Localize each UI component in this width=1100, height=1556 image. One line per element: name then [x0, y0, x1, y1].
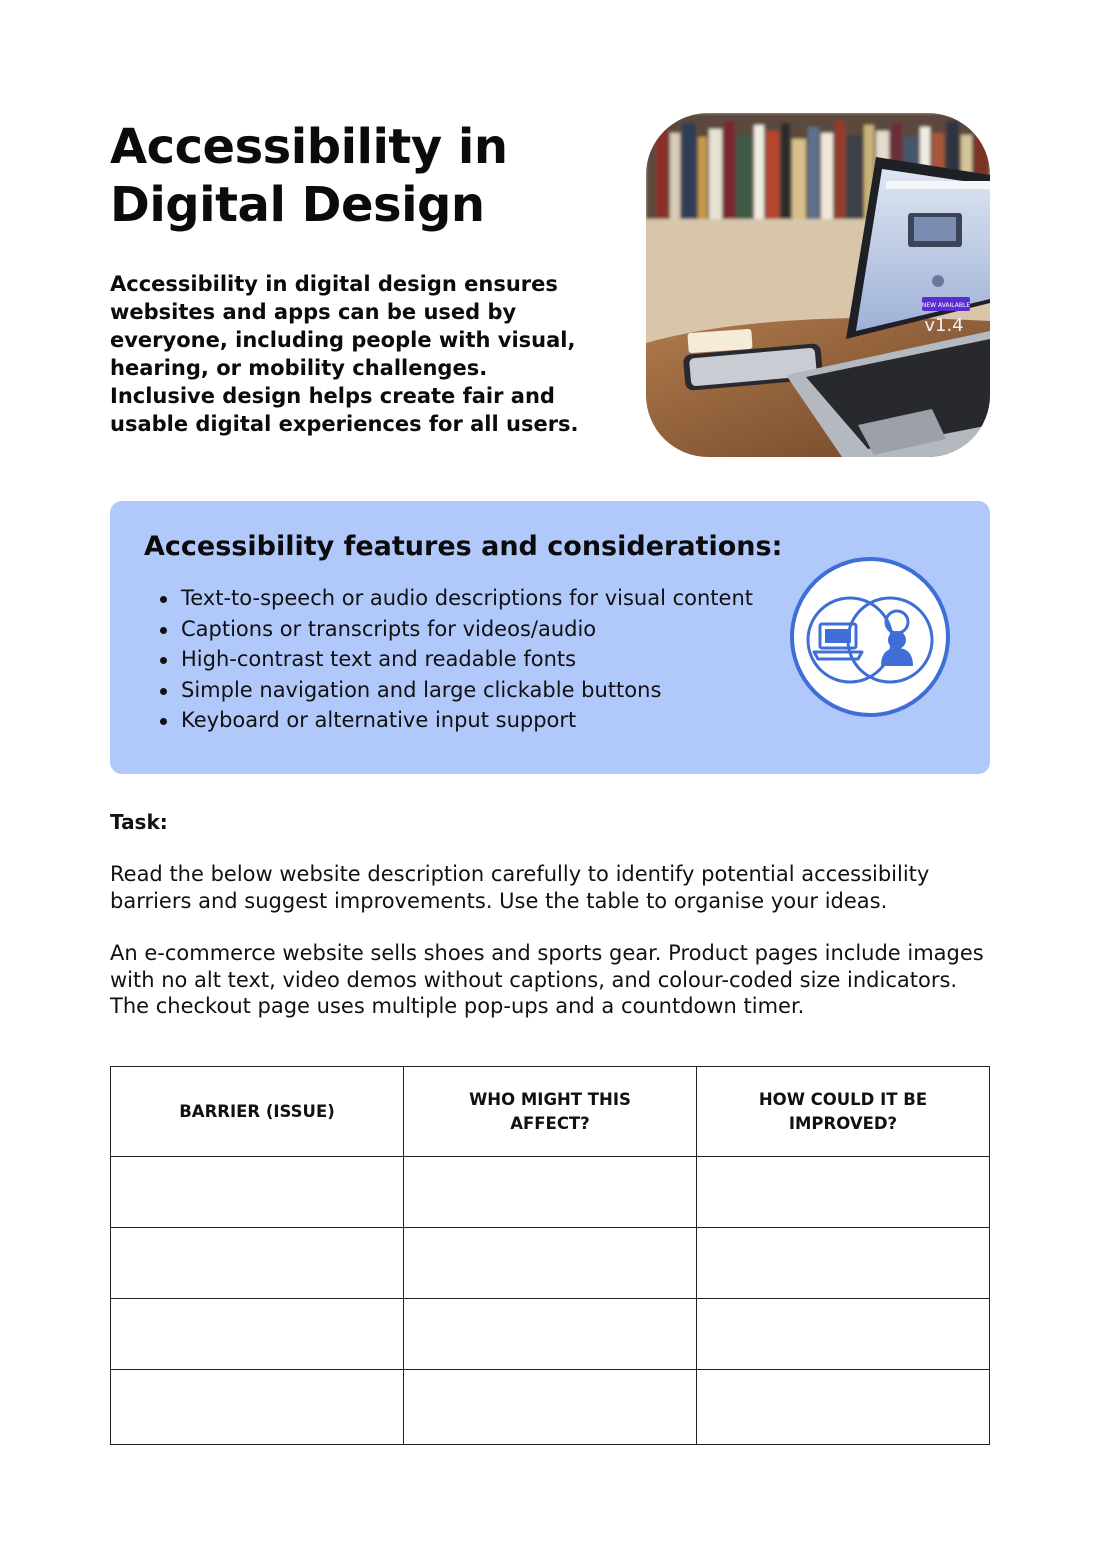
photo-illustration — [646, 113, 990, 457]
task-scenario: An e-commerce website sells shoes and sports gear. Product pages include images with no alt text, video demos without captions, and colour-coded size indicators. The checkout page uses multiple pop-ups and a countdown timer. — [110, 941, 984, 1018]
table-cell[interactable] — [404, 1370, 697, 1445]
laptop-badge-text: NEW AVAILABLE — [921, 302, 971, 309]
feature-item-keyboard: Keyboard or alternative input support — [181, 705, 753, 736]
table-row — [111, 1370, 990, 1445]
table-cell[interactable] — [697, 1157, 990, 1228]
table-cell[interactable] — [404, 1157, 697, 1228]
table-cell[interactable] — [404, 1228, 697, 1299]
table-cell[interactable] — [697, 1370, 990, 1445]
table-cell[interactable] — [111, 1228, 404, 1299]
laptop-person-venn-icon — [789, 556, 951, 718]
header-barrier: BARRIER (ISSUE) — [111, 1067, 404, 1157]
table-cell[interactable] — [697, 1299, 990, 1370]
task-instructions: Read the below website description carefully to identify potential accessibility barriers and suggest improvements. Use the table to organise your ideas. — [110, 862, 930, 913]
header-improvement: HOW COULD IT BE IMPROVED? — [697, 1067, 990, 1157]
task-label: Task: — [110, 810, 168, 834]
features-panel — [110, 501, 990, 774]
table-cell[interactable] — [697, 1228, 990, 1299]
table-cell[interactable] — [111, 1157, 404, 1228]
feature-item-high-contrast: High-contrast text and readable fonts — [181, 644, 753, 675]
table-row — [111, 1228, 990, 1299]
feature-item-captions: Captions or transcripts for videos/audio — [181, 614, 753, 645]
feature-item-navigation: Simple navigation and large clickable buttons — [181, 675, 753, 706]
table-cell[interactable] — [404, 1299, 697, 1370]
features-heading: Accessibility features and considerations: — [144, 531, 783, 562]
laptop-bookshelf-photo — [646, 113, 990, 457]
table-cell[interactable] — [111, 1370, 404, 1445]
feature-item-text-to-speech: Text-to-speech or audio descriptions for visual content — [181, 583, 753, 614]
laptop-screen-text: v1.4 — [924, 315, 964, 336]
header-who-affected: WHO MIGHT THIS AFFECT? — [404, 1067, 697, 1157]
table-row — [111, 1299, 990, 1370]
page-title: Accessibility in Digital Design — [110, 119, 508, 233]
features-list — [181, 583, 753, 736]
intro-paragraph: Accessibility in digital design ensures websites and apps can be used by everyone, including people with visual, hearing, or mobility challenges. Inclusive design helps create fair and usable digital experiences for all users. — [110, 272, 579, 436]
table-row — [111, 1157, 990, 1228]
table-cell[interactable] — [111, 1299, 404, 1370]
table-header-row — [111, 1067, 990, 1157]
barrier-table — [110, 1066, 990, 1445]
